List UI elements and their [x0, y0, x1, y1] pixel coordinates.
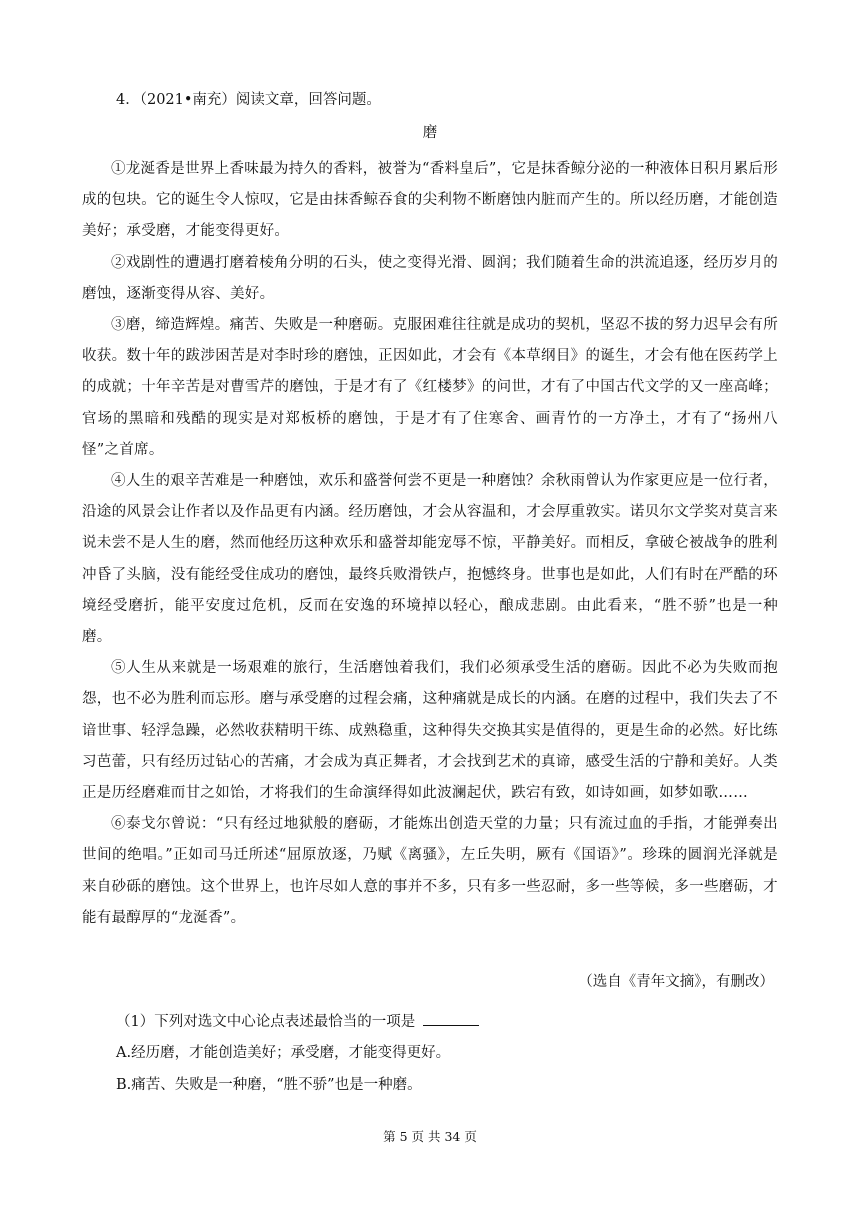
answer-blank	[423, 1011, 479, 1026]
option-a: A.经历磨，才能创造美好；承受磨，才能变得更好。	[116, 1045, 451, 1061]
question-1-label: （1）下列对选文中心论点表述最恰当的一项是	[116, 1014, 416, 1030]
option-b: B.痛苦、失败是一种磨，“胜不骄”也是一种磨。	[116, 1077, 422, 1093]
question-header: 4．（2021•南充）阅读文章，回答问题。	[116, 92, 381, 108]
paragraph-5: ⑤人生从来就是一场艰难的旅行，生活磨蚀着我们，我们必须承受生活的磨砺。因此不必为失败而抱怨，也不必为胜利而忘形。磨与承受磨的过程会痛，这种痛就是成长的内涵。在磨的过程中，我们失去了不谙世事、轻浮急躁，必然收获精明干练、成熟稳重，这种得失交换其实是值得的，更是生命的必然。好比练习芭蕾，只有经历过钻心的苦痛，才会成为真正舞者，才会找到艺术的真谛，感受生活的宁静和美好。人类正是历经磨难而甘之如饴，才将我们的生命演绎得如此波澜起伏，跌宕有致，如诗如画，如梦如歌……	[82, 660, 778, 802]
paragraph-2: ②戏剧性的遭遇打磨着棱角分明的石头，使之变得光滑、圆润；我们随着生命的洪流追逐，经历岁月的磨蚀，逐渐变得从容、美好。	[82, 254, 778, 302]
paragraph-4: ④人生的艰辛苦难是一种磨蚀，欢乐和盛誉何尝不更是一种磨蚀？余秋雨曾认为作家更应是一位行者，沿途的风景会让作者以及作品更有内涵。经历磨蚀，才会从容温和，才会厚重敦实。诺贝尔文学奖对莫言来说未尝不是人生的磨，然而他经历这种欢乐和盛誉却能宠辱不惊，平静美好。而相反，拿破仑被战争的胜利冲昏了头脑，没有能经受住成功的磨蚀，最终兵败滑铁卢，抱憾终身。世事也是如此，人们有时在严酷的环境经受磨折，能平安度过危机，反而在安逸的环境掉以轻心，酿成悲剧。由此看来，“胜不骄”也是一种磨。	[82, 473, 778, 646]
question-1	[116, 1011, 479, 1033]
paragraph-1: ①龙涎香是世界上香味最为持久的香料，被誉为“香料皇后”，它是抹香鲸分泌的一种液体日积月累后形成的包块。它的诞生令人惊叹，它是由抹香鲸吞食的尖利物不断磨蚀内脏而产生的。所以经历磨，才能创造美好；承受磨，才能变得更好。	[82, 161, 778, 240]
page-footer: 第 5 页 共 34 页	[383, 1129, 477, 1144]
article-title: 磨	[422, 125, 438, 141]
paragraph-6: ⑥泰戈尔曾说：“只有经过地狱般的磨砺，才能炼出创造天堂的力量；只有流过血的手指，才能弹奏出世间的绝唱。”正如司马迁所述“屈原放逐，乃赋《离骚》，左丘失明，厥有《国语》”。珍珠的圆润光泽就是来自砂砾的磨蚀。这个世界上，也许尽如人意的事并不多，只有多一些忍耐，多一些等候，多一些磨砺，才能有最醇厚的“龙涎香”。	[82, 816, 778, 926]
paragraph-3: ③磨，缔造辉煌。痛苦、失败是一种磨砺。克服困难往往就是成功的契机，坚忍不拔的努力迟早会有所收获。数十年的跋涉困苦是对李时珍的磨蚀，正因如此，才会有《本草纲目》的诞生，才会有他在医药学上的成就；十年辛苦是对曹雪芹的磨蚀，于是才有了《红楼梦》的问世，才有了中国古代文学的又一座高峰；官场的黑暗和残酷的现实是对郑板桥的磨蚀，于是才有了住寒舍、画青竹的一方净土，才有了“扬州八怪”之首席。	[82, 317, 778, 458]
source-citation: （选自《青年文摘》，有删改）	[578, 974, 774, 990]
article-body	[82, 154, 778, 934]
